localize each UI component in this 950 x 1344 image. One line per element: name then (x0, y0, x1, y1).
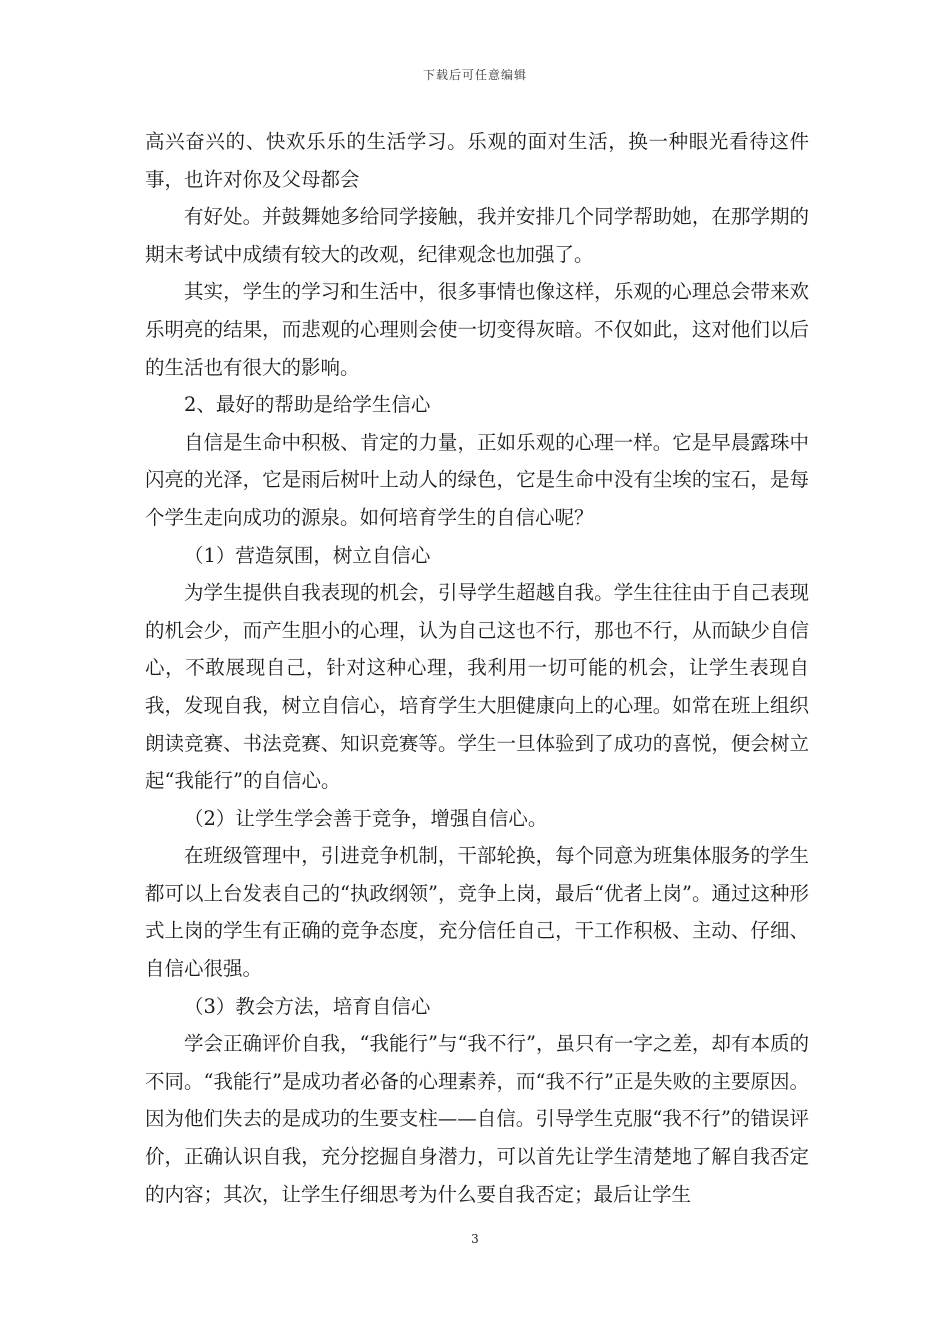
paragraph: 高兴奋兴的、快欢乐乐的生活学习。乐观的面对生活，换一种眼光看待这件事，也许对你及父母都会 (145, 130, 809, 191)
section-heading: 2、最好的帮助是给学生信心 (184, 393, 431, 417)
paragraph: 学会正确评价自我，“我能行”与“我不行”，虽只有一字之差，却有本质的不同。“我能行”是成功者必备的心理素养，而“我不行”正是失败的主要原因。因为他们失去的是成功的生要支柱——自信。引导学生克服“我不行”的错误评价，正确认识自我，充分挖掘自身潜力，可以首先让学生清楚地了解自我否定的内容；其次，让学生仔细思考为什么要自我否定；最后让学生 (145, 1032, 809, 1206)
paragraph: 在班级管理中，引进竞争机制，干部轮换，每个同意为班集体服务的学生都可以上台发表自己的“执政纲领”，竞争上岗，最后“优者上岗”。通过这种形式上岗的学生有正确的竞争态度，充分信任自己，干工作积极、主动、仔细、自信心很强。 (145, 844, 809, 981)
subsection-heading: （3）教会方法，培育自信心 (184, 994, 431, 1018)
paragraph: 有好处。并鼓舞她多给同学接触，我并安排几个同学帮助她，在那学期的期末考试中成绩有较大的改观，纪律观念也加强了。 (145, 205, 809, 266)
paragraph: 为学生提供自我表现的机会，引导学生超越自我。学生往往由于自己表现的机会少，而产生胆小的心理，认为自己这也不行，那也不行，从而缺少自信心，不敢展现自己，针对这种心理，我利用一切可能的机会，让学生表现自我，发现自我，树立自信心，培育学生大胆健康向上的心理。如常在班上组织朗读竞赛、书法竞赛、知识竞赛等。学生一旦体验到了成功的喜悦，便会树立起“我能行”的自信心。 (145, 581, 809, 793)
document-body (145, 123, 809, 1213)
subsection-heading: （1）营造氛围，树立自信心 (184, 543, 431, 567)
paragraph: 自信是生命中积极、肯定的力量，正如乐观的心理一样。它是早晨露珠中闪亮的光泽，它是雨后树叶上动人的绿色，它是生命中没有尘埃的宝石，是每个学生走向成功的源泉。如何培育学生的自信心呢？ (145, 430, 809, 529)
page-header: 下载后可任意编辑 (422, 68, 527, 82)
page-number: 3 (471, 1232, 479, 1246)
subsection-heading: （2）让学生学会善于竞争，增强自信心。 (184, 806, 548, 830)
paragraph: 其实，学生的学习和生活中，很多事情也像这样，乐观的心理总会带来欢乐明亮的结果，而悲观的心理则会使一切变得灰暗。不仅如此，这对他们以后的生活也有很大的影响。 (145, 280, 809, 379)
